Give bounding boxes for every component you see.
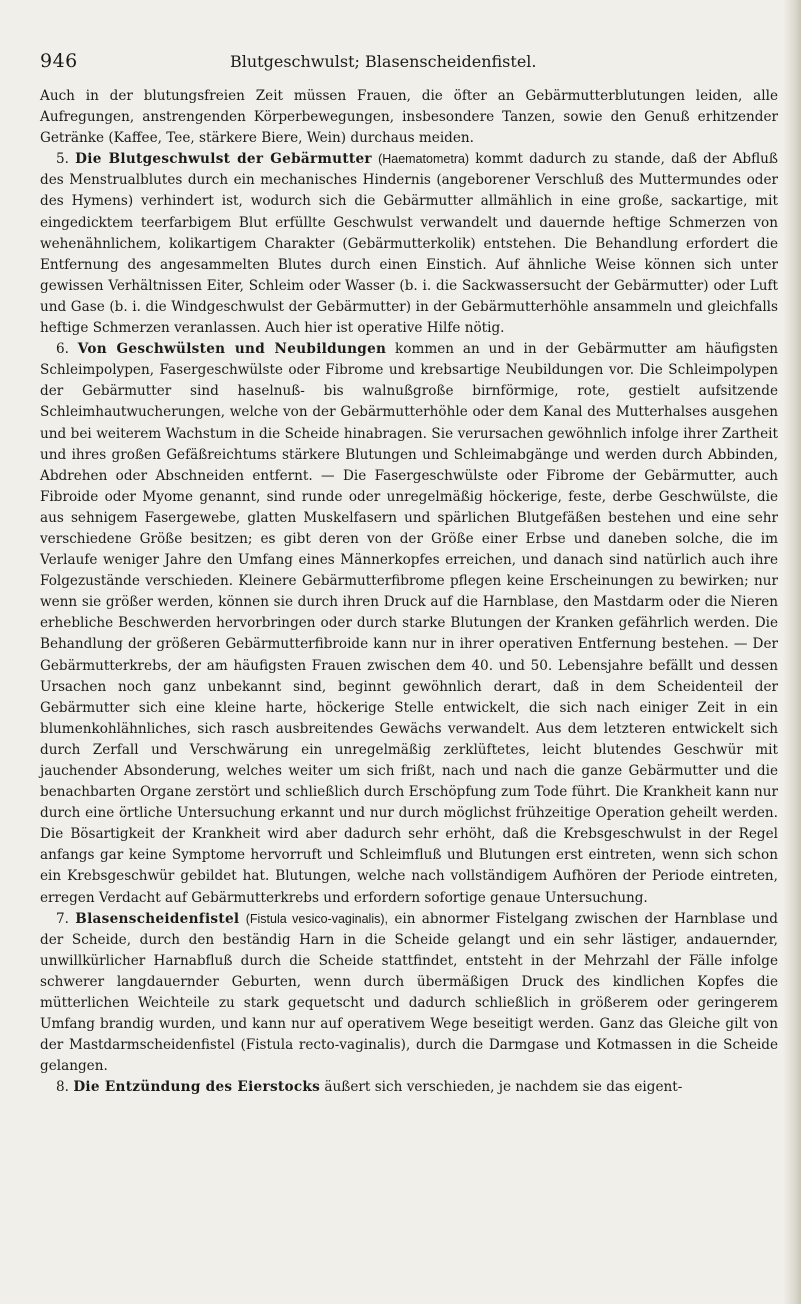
running-head: Blutgeschwulst; Blasenscheidenfistel.	[230, 52, 537, 71]
body-text	[40, 86, 778, 1099]
page-number: 946	[40, 50, 78, 72]
page-edge-shadow	[783, 0, 801, 1304]
latin-term: (Haematometra)	[378, 152, 470, 167]
section-7-blasenscheidenfistel	[40, 909, 778, 1078]
section-number: 8.	[56, 1079, 69, 1096]
section-5-haematometra	[40, 149, 778, 339]
latin-term: (Fistula vesico-vaginalis),	[245, 911, 388, 926]
paragraph-intro	[40, 86, 778, 149]
section-number: 7.	[56, 910, 69, 927]
paragraph-text: Auch in der blutungsfreien Zeit müssen Frauen, die öfter an Gebärmutterblutungen leiden, alle Aufregungen, anstrengenden Körperbewegungen, insbesondere Tanzen, sowie den Genuß erhitzender Getränke (Kaffee, Tee, stärkere Biere, Wein) durchaus meiden.	[40, 88, 778, 147]
paragraph-text: kommt dadurch zu stande, daß der Abfluß des Menstrualblutes durch ein mechanisches Hindernis (angeborener Verschluß des Muttermundes oder des Hymens) verhindert ist, wodurch sich die Gebärmutter allmählich in eine große, sackartige, mit eingedicktem teerfarbigem Blut erfüllte Geschwulst verwandelt und dauernde heftige Schmerzen von wehenähnlichem, kolikartigem Charakter (Gebärmutterkolik) entstehen. Die Behandlung erfordert die Entfernung des angesammelten Blutes durch einen Einstich. Auf ähnliche Weise können sich unter gewissen Verhältnissen Eiter, Schleim oder Wasser (b. i. die Sackwassersucht der Gebärmutter) oder Luft und Gase (b. i. die Windgeschwulst der Gebärmutter) in der Gebärmutterhöhle ansammeln und gleichfalls heftige Schmerzen veranlassen. Auch hier ist operative Hilfe nötig.	[40, 151, 778, 337]
paragraph-text: äußert sich verschieden, je nachdem sie das eigent-	[324, 1079, 683, 1096]
section-number: 6.	[56, 341, 69, 358]
section-8-eierstock	[40, 1077, 778, 1098]
section-heading: Blasenscheidenfistel	[75, 910, 240, 927]
section-6-neubildungen	[40, 339, 778, 909]
paragraph-text: kommen an und in der Gebärmutter am häufigsten Schleimpolypen, Fasergeschwülste oder Fibrome und krebsartige Neubildungen vor. Die Schleimpolypen der Gebärmutter sind haselnuß- bis walnußgroße birnförmige, rote, gestielt aufsitzende Schleimhautwucherungen, welche von der Gebärmutterhöhle oder dem Kanal des Mutterhalses ausgehen und bei weiterem Wachstum in die Scheide hinabragen. Sie verursachen gewöhnlich infolge ihrer Zartheit und ihres großen Gefäßreichtums stärkere Blutungen und Schleimabgänge und werden durch Abbinden, Abdrehen oder Abschneiden entfernt. — Die Fasergeschwülste oder Fibrome der Gebärmutter, auch Fibroide oder Myome genannt, sind runde oder unregelmäßig höckerige, feste, derbe Geschwülste, die aus sehnigem Fasergewebe, glatten Muskelfasern und spärlichen Blutgefäßen bestehen und eine sehr verschiedene Größe besitzen; es gibt deren von der Größe einer Erbse und daneben solche, die im Verlaufe weniger Jahre den Umfang eines Männerkopfes erreichen, und danach sind natürlich auch ihre Folgezustände verschieden. Kleinere Gebärmutterfibrome pflegen keine Erscheinungen zu bewirken; nur wenn sie größer werden, können sie durch ihren Druck auf die Harnblase, den Mastdarm oder die Nieren erhebliche Beschwerden hervorbringen oder durch starke Blutungen der Kranken gefährlich werden. Die Behandlung der größeren Gebärmutterfibroide kann nur in ihrer operativen Entfernung bestehen. — Der Gebärmutterkrebs, der am häufigsten Frauen zwischen dem 40. und 50. Lebensjahre befällt und dessen Ursachen noch ganz unbekannt sind, beginnt gewöhnlich derart, daß in dem Scheidenteil der Gebärmutter sich eine kleine harte, höckerige Stelle entwickelt, die sich nach einiger Zeit in ein blumenkohlähnliches, sich rasch ausbreitendes Gewächs verwandelt. Aus dem letzteren entwickelt sich durch Zerfall und Verschwärung ein unregelmäßig zerklüftetes, leicht blutendes Geschwür mit jauchender Absonderung, welches weiter um sich frißt, nach und nach die ganze Gebärmutter und die benachbarten Organe zerstört und schließlich durch Erschöpfung zum Tode führt. Die Krankheit kann nur durch eine örtliche Untersuchung erkannt und nur durch möglichst frühzeitige Operation geheilt werden. Die Bösartigkeit der Krankheit wird aber dadurch sehr erhöht, daß die Krebsgeschwulst in der Regel anfangs gar keine Symptome hervorruft und Schleimfluß und Blutungen erst eintreten, wenn sich schon ein Krebsgeschwür gebildet hat. Blutungen, welche nach vollständigem Aufhören der Periode eintreten, erregen Verdacht auf Gebärmutterkrebs und erfordern sofortige genaue Untersuchung.	[40, 341, 778, 906]
section-number: 5.	[56, 151, 69, 168]
section-heading: Von Geschwülsten und Neubildungen	[77, 341, 387, 358]
paragraph-text: ein abnormer Fistelgang zwischen der Harnblase und der Scheide, durch den beständig Harn in die Scheide gelangt und ein sehr lästiger, andauernder, unwillkürlicher Harnabfluß durch die Scheide stattfindet, entsteht in der Mehrzahl der Fälle infolge schwerer langdauernder Geburten, wenn durch übermäßigen Druck des kindlichen Kopfes die mütterlichen Weichteile zu stark gequetscht und dadurch schließlich in größerem oder geringerem Umfang brandig wurden, und kann nur auf operativem Wege beseitigt werden. Ganz das Gleiche gilt von der Mastdarmscheidenfistel (Fistula recto-vaginalis), durch die Darmgase und Kotmassen in die Scheide gelangen.	[40, 910, 778, 1075]
section-heading: Die Blutgeschwulst der Gebärmutter	[75, 151, 372, 168]
section-heading: Die Entzündung des Eierstocks	[73, 1079, 321, 1096]
